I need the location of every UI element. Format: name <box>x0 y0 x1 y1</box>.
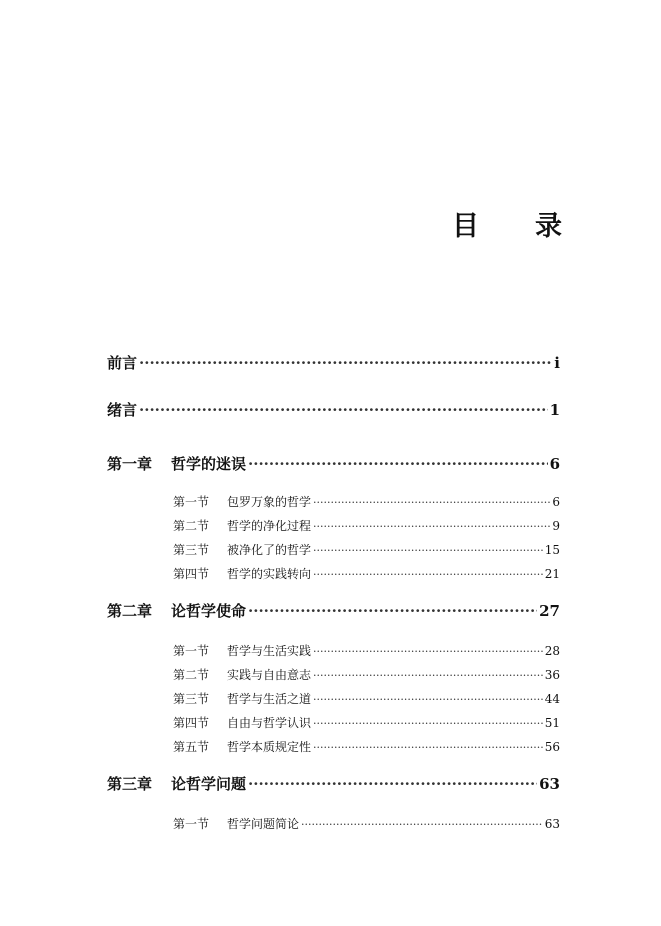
section-number: 第三节 <box>173 543 210 557</box>
chapter-number: 第二章 <box>107 602 153 620</box>
page-number: 51 <box>544 716 560 730</box>
section-number: 第五节 <box>173 740 210 754</box>
section-number: 第三节 <box>173 692 210 706</box>
chapter-title: 论哲学问题 <box>171 775 247 793</box>
page-number: 6 <box>552 495 560 509</box>
entry-label: 前言 <box>107 354 138 372</box>
leader-dots <box>313 717 543 730</box>
section-title: 哲学问题简论 <box>227 817 300 831</box>
section-number: 第二节 <box>173 668 210 682</box>
entry-label: 绪言 <box>107 401 138 419</box>
page-number: 63 <box>544 817 560 831</box>
leader-dots <box>313 693 543 706</box>
page-number: i <box>554 354 560 372</box>
section-number: 第一节 <box>173 817 210 831</box>
section-title: 哲学本质规定性 <box>227 740 312 754</box>
title-char-left: 目 <box>452 211 479 242</box>
leader-dots <box>301 818 543 831</box>
leader-dots <box>313 645 543 658</box>
page-number: 28 <box>544 644 560 658</box>
toc-section[interactable] <box>173 738 560 755</box>
page-number: 15 <box>544 543 560 557</box>
section-title: 哲学的实践转向 <box>227 567 312 581</box>
toc-chapter-2[interactable] <box>107 600 560 621</box>
leader-dots <box>313 741 543 754</box>
toc-section[interactable] <box>173 690 560 707</box>
toc-chapter-3[interactable] <box>107 773 560 794</box>
leader-dots <box>313 669 543 682</box>
toc-section[interactable] <box>173 517 560 534</box>
section-title: 被净化了的哲学 <box>227 543 312 557</box>
section-title: 包罗万象的哲学 <box>227 495 312 509</box>
page-number: 9 <box>552 519 560 533</box>
leader-dots <box>313 520 550 533</box>
toc-section[interactable] <box>173 565 560 582</box>
toc-section[interactable] <box>173 815 560 832</box>
toc-section[interactable] <box>173 714 560 731</box>
leader-dots <box>139 354 552 372</box>
toc-section[interactable] <box>173 541 560 558</box>
leader-dots <box>313 496 550 509</box>
section-title: 哲学与生活之道 <box>227 692 312 706</box>
title-char-right: 录 <box>535 211 562 242</box>
toc-section[interactable] <box>173 493 560 510</box>
page-title <box>452 210 562 244</box>
page-number: 21 <box>544 567 560 581</box>
page-number: 56 <box>544 740 560 754</box>
section-number: 第四节 <box>173 716 210 730</box>
section-number: 第四节 <box>173 567 210 581</box>
chapter-title: 论哲学使命 <box>171 602 247 620</box>
chapter-title: 哲学的迷误 <box>171 455 247 473</box>
page-number: 36 <box>544 668 560 682</box>
leader-dots <box>248 455 548 473</box>
page-number: 44 <box>544 692 560 706</box>
toc-section[interactable] <box>173 666 560 683</box>
leader-dots <box>139 401 548 419</box>
page-number: 6 <box>549 455 560 473</box>
section-title: 实践与自由意志 <box>227 668 312 682</box>
leader-dots <box>248 775 537 793</box>
section-number: 第二节 <box>173 519 210 533</box>
toc-section[interactable] <box>173 642 560 659</box>
leader-dots <box>248 602 537 620</box>
page-number: 1 <box>549 401 560 419</box>
section-title: 自由与哲学认识 <box>227 716 312 730</box>
section-title: 哲学与生活实践 <box>227 644 312 658</box>
chapter-number: 第一章 <box>107 455 153 473</box>
leader-dots <box>313 568 543 581</box>
section-number: 第一节 <box>173 495 210 509</box>
section-title: 哲学的净化过程 <box>227 519 312 533</box>
toc-entry-preface[interactable] <box>107 352 560 373</box>
toc-chapter-1[interactable] <box>107 453 560 474</box>
leader-dots <box>313 544 543 557</box>
page-number: 27 <box>539 602 560 620</box>
page-number: 63 <box>539 775 560 793</box>
section-number: 第一节 <box>173 644 210 658</box>
chapter-number: 第三章 <box>107 775 153 793</box>
toc-entry-intro[interactable] <box>107 399 560 420</box>
